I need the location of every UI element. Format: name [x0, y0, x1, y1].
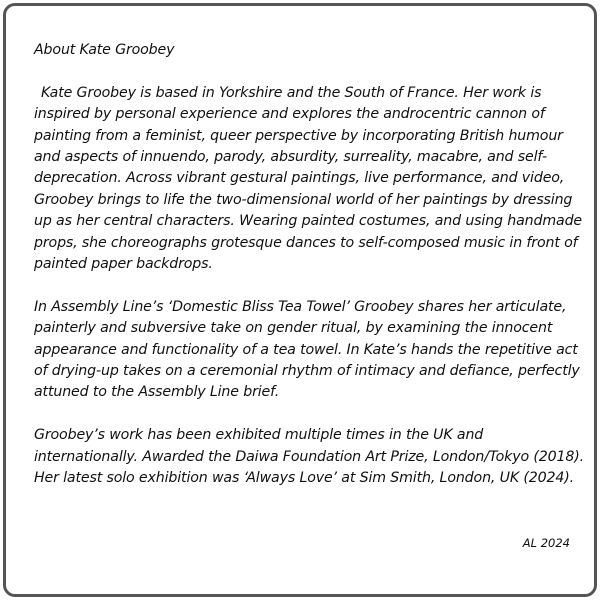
- bio-paragraph-exhibitions: Groobey’s work has been exhibited multiple times in the UK and internationally. Awarded the Daiwa Foundation Art Prize, London/Tokyo (2018). Her latest solo exhibition was ‘Always Love’ at Sim Smith, London, UK (2024).: [34, 427, 584, 487]
- bio-paragraph-tea-towel: In Assembly Line’s ‘Domestic Bliss Tea Towel’ Groobey shares her articulate, painterly and subversive take on gender ritual, by examining the innocent appearance and functionality of a tea towel. In Kate’s hands the repetitive act of drying-up takes on a ceremonial rhythm of intimacy and defiance, perfectly attuned to the Assembly Line brief.: [34, 298, 580, 401]
- page-title: About Kate Groobey: [34, 42, 175, 58]
- bio-card: [3, 3, 597, 597]
- signature: AL 2024: [522, 536, 570, 550]
- bio-paragraph-intro: Kate Groobey is based in Yorkshire and the South of France. Her work is inspired by personal experience and explores the androcentric cannon of painting from a feminist, queer perspective by incorporating British humour and aspects of innuendo, parody, absurdity, surreality, macabre, and self-deprecation. Across vibrant gestural paintings, live performance, and video, Groobey brings to life the two-dimensional world of her paintings by dressing up as her central characters. Wearing painted costumes, and using handmade props, she choreographs grotesque dances to self-composed music in front of painted paper backdrops.: [34, 84, 583, 273]
- bio-content: [34, 40, 584, 511]
